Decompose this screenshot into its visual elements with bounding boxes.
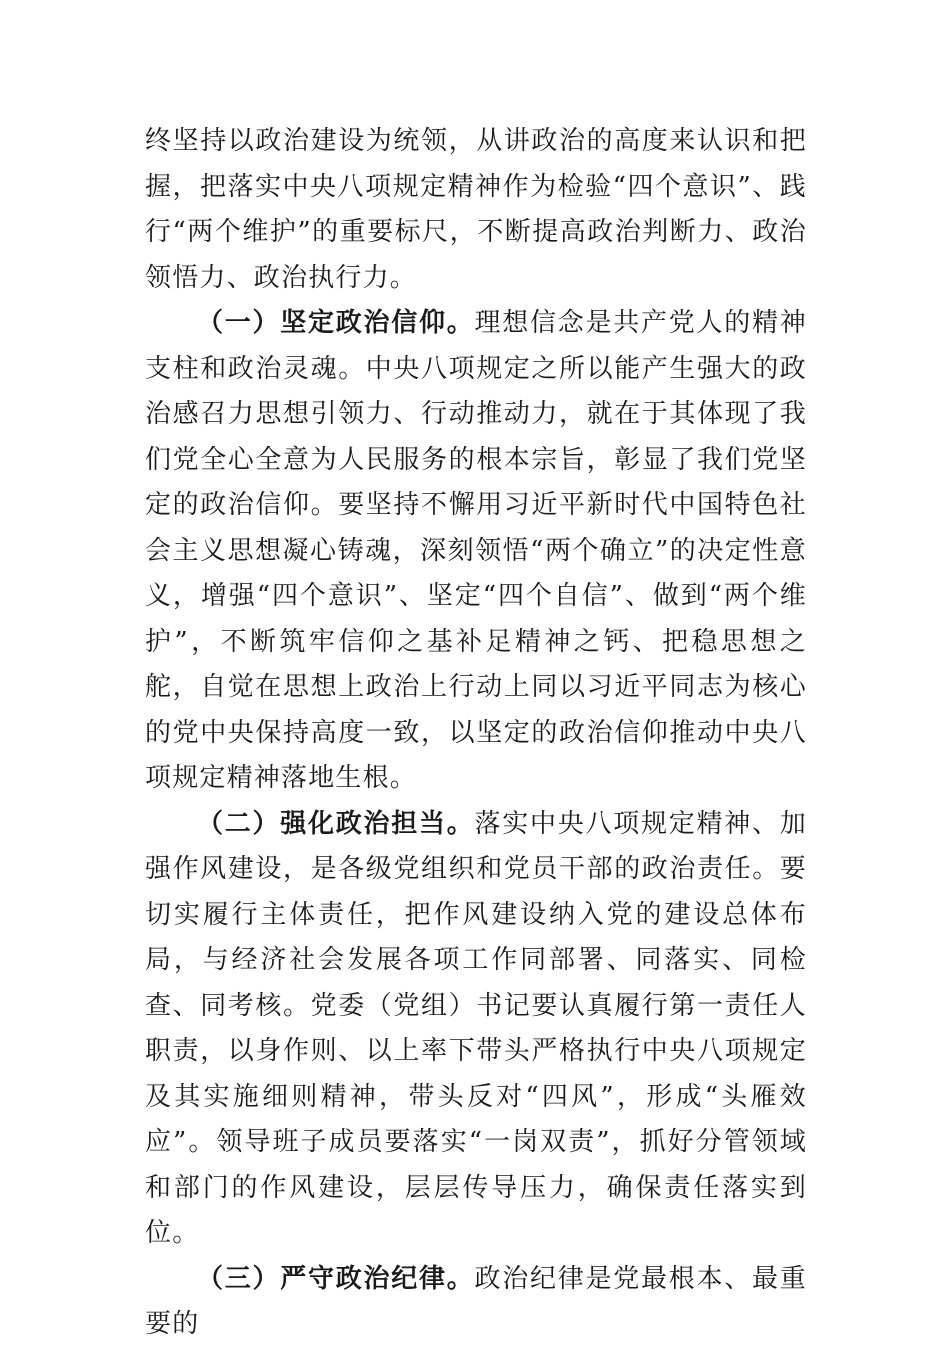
paragraph-text: 政治纪律是党最根本、最重要的: [145, 1263, 807, 1339]
paragraph-text: 落实中央八项规定精神、加强作风建设，是各级党组织和党员干部的政治责任。要切实履行主体责任，把作风建设纳入党的建设总体布局，与经济社会发展各项工作同部署、同落实、同检查、同考核。党委（党组）书记要认真履行第一责任人职责，以身作则、以上率下带头严格执行中央八项规定及其实施细则精神，带头反对“四风”，形成“头雁效应”。领导班子成员要落实“一岗双责”，抓好分管领域和部门的作风建设，层层传导压力，确保责任落实到位。: [145, 808, 807, 1248]
section-heading: （三）严守政治纪律。: [197, 1263, 475, 1294]
paragraph-text: 终坚持以政治建设为统领，从讲政治的高度来认识和把握，把落实中央八项规定精神作为检验“四个意识”、践行“两个维护”的重要标尺，不断提高政治判断力、政治领悟力、政治执行力。: [145, 126, 807, 293]
paragraph-text: 理想信念是共产党人的精神支柱和政治灵魂。中央八项规定之所以能产生强大的政治感召力思想引领力、行动推动力，就在于其体现了我们党全心全意为人民服务的根本宗旨，彰显了我们党坚定的政治信仰。要坚持不懈用习近平新时代中国特色社会主义思想凝心铸魂，深刻领悟“两个确立”的决定性意义，增强“四个意识”、坚定“四个自信”、做到“两个维护”，不断筑牢信仰之基补足精神之钙、把稳思想之舵，自觉在思想上政治上行动上同以习近平同志为核心的党中央保持高度一致，以坚定的政治信仰推动中央八项规定精神落地生根。: [145, 308, 807, 793]
paragraph-political-belief: [145, 301, 807, 802]
paragraph-political-responsibility: [145, 802, 807, 1257]
paragraph-political-discipline: [145, 1257, 807, 1348]
section-heading: （一）坚定政治信仰。: [197, 308, 475, 338]
section-heading: （二）强化政治担当。: [197, 808, 475, 839]
paragraph-continuation: [145, 119, 807, 301]
document-body: [145, 119, 807, 1348]
